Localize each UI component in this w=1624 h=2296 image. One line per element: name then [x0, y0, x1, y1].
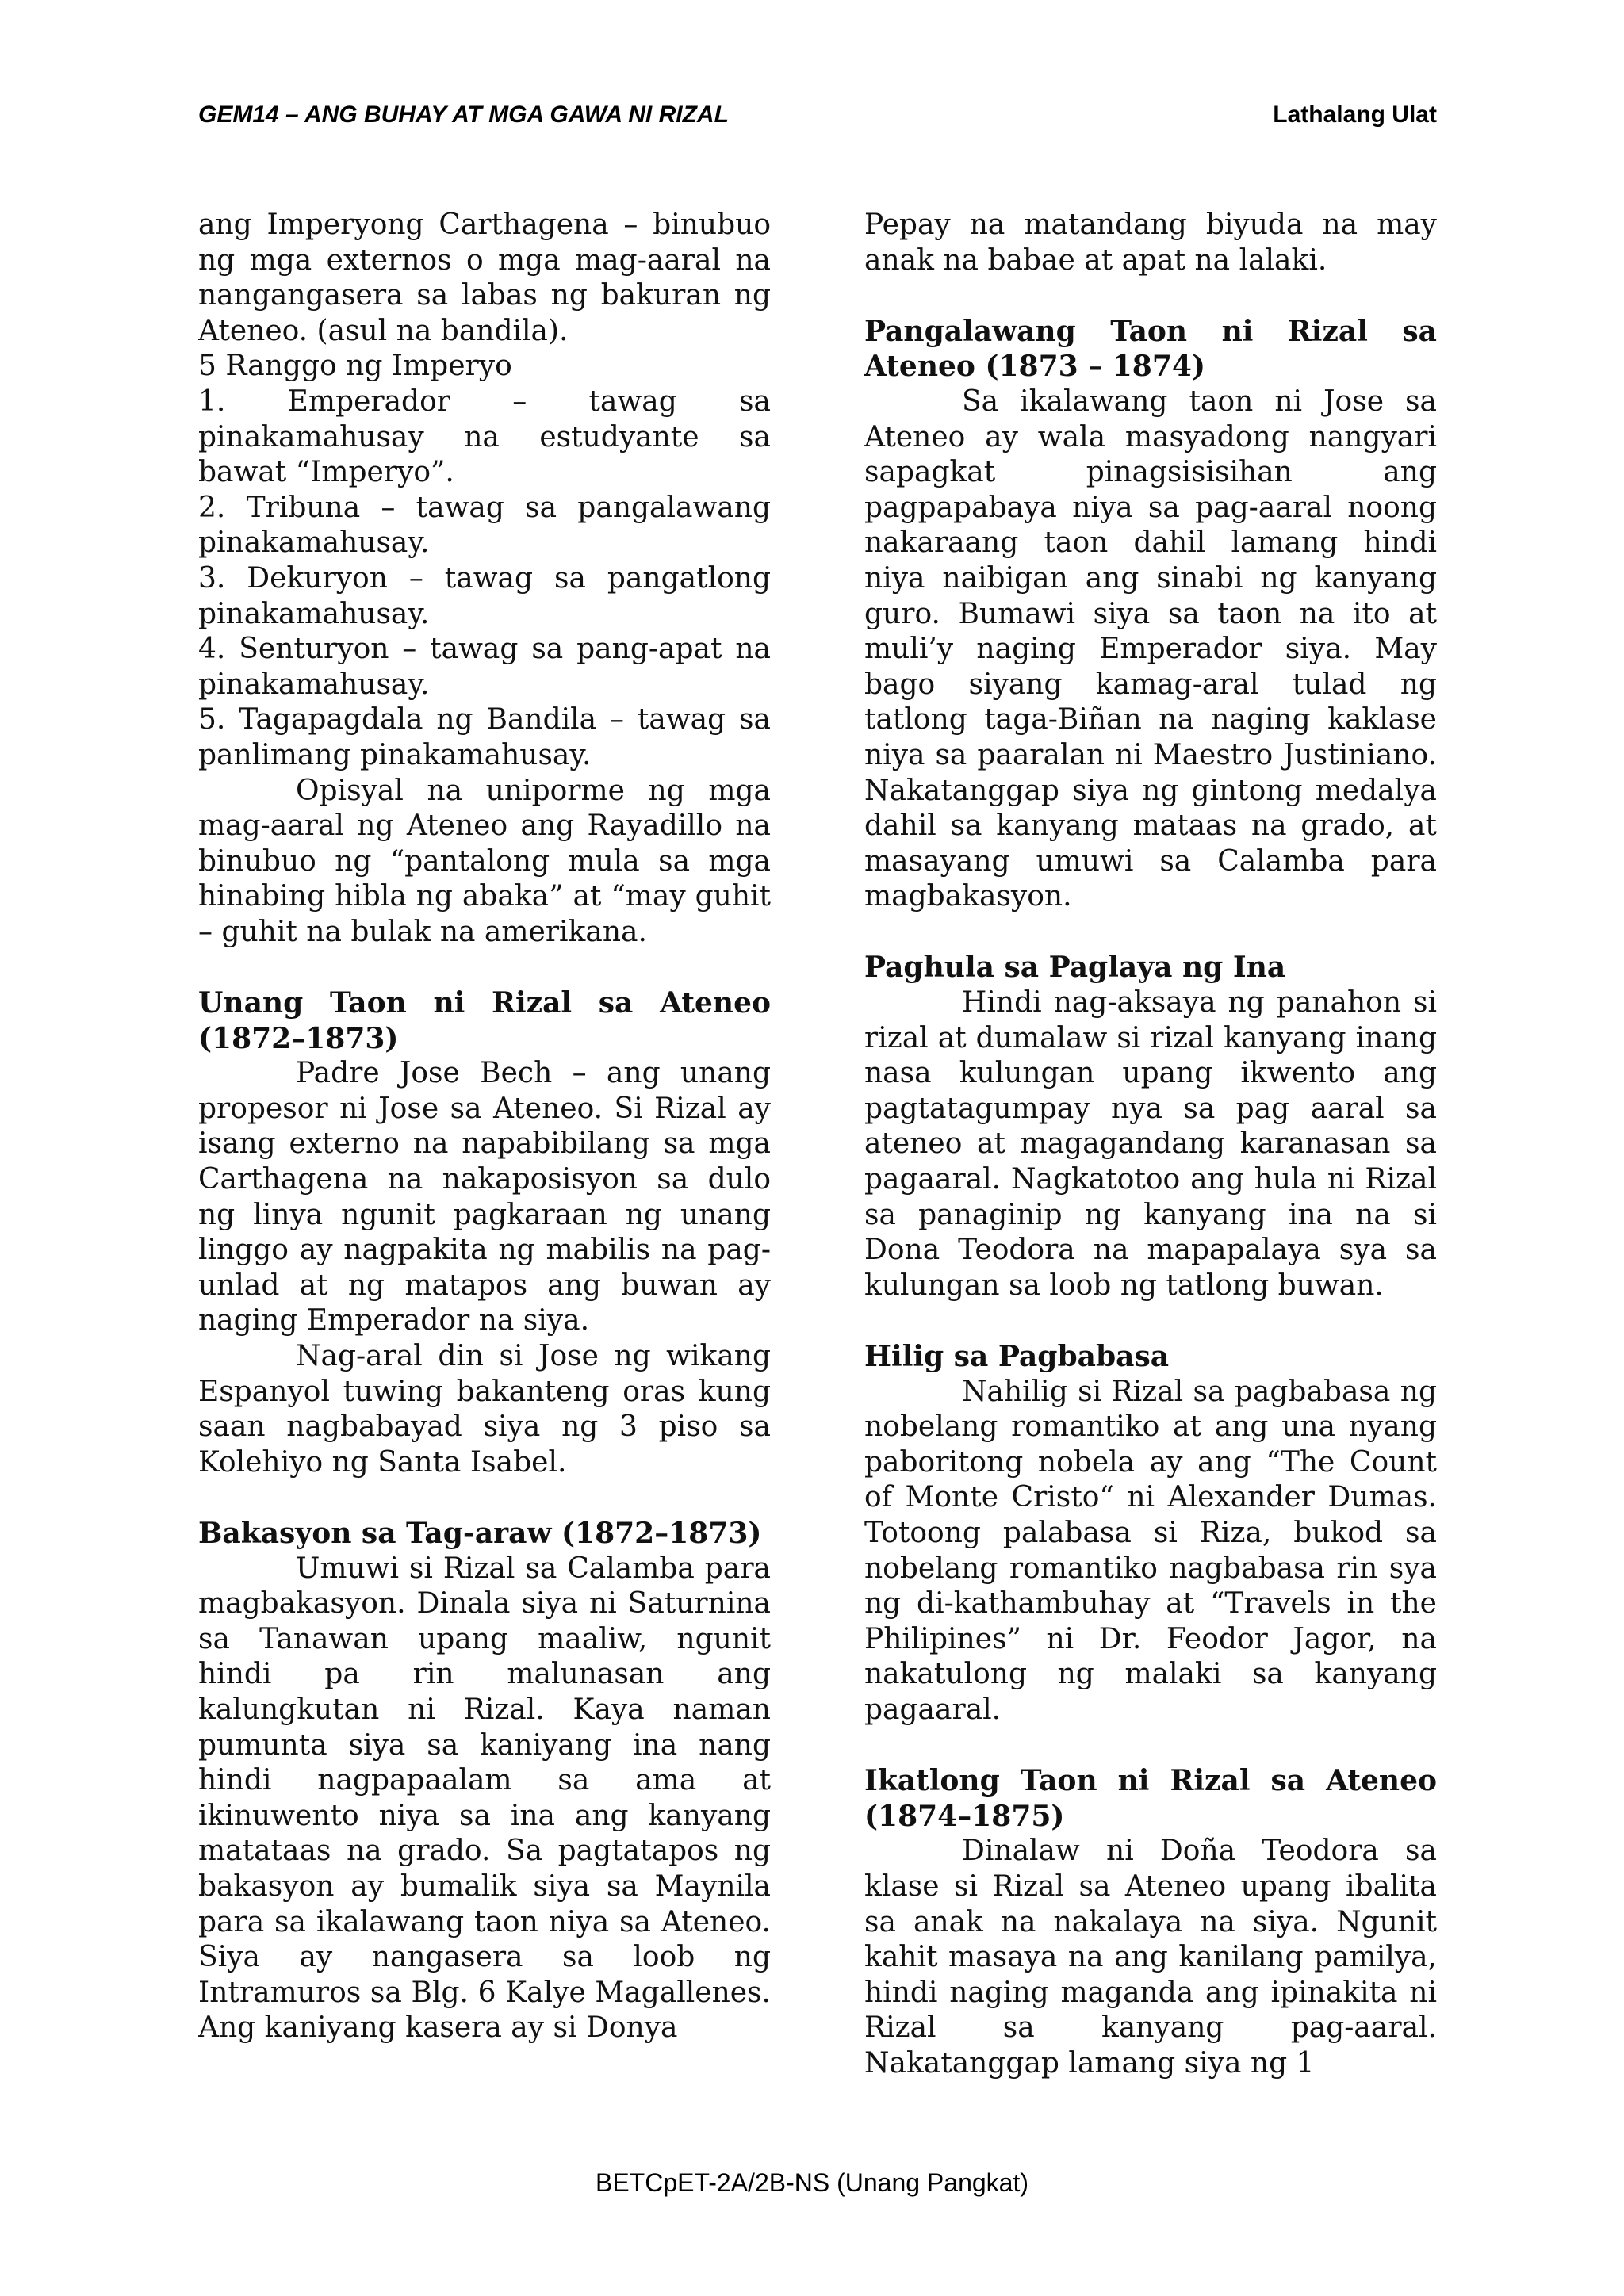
- rank-item-2: 2. Tribuna – tawag sa pangalawang pinakamahusay.: [198, 491, 771, 560]
- rank-item-1: 1. Emperador – tawag sa pinakamahusay na estudyante sa bawat “Imperyo”.: [198, 385, 771, 489]
- page-header: [198, 101, 1437, 136]
- paragraph-third-year: Dinalaw ni Doña Teodora sa klase si Rizal sa Ateneo upang ibalita sa anak na nakalaya na siya. Ngunit kahit masaya na ang kanilang pamilya, hindi naging maganda ang ipinakita ni Rizal sa kanyang pag-aaral. Nakatanggap lamang siya ng 1: [864, 1835, 1437, 2080]
- heading-first-year: Unang Taon ni Rizal sa Ateneo (1872–1873): [198, 986, 771, 1055]
- rank-item-3: 3. Dekuryon – tawag sa pangatlong pinakamahusay.: [198, 561, 771, 630]
- paragraph-first-year-1: Padre Jose Bech – ang unang propesor ni Jose sa Ateneo. Si Rizal ay isang externo na napabibilang sa mga Carthagena na nakaposisyon sa dulo ng linya ngunit pagkaraan ng unang linggo ay nagpakita ng mabilis na pag-unlad at ng matapos ang buwan ay naging Emperador na siya.: [198, 1057, 771, 1337]
- left-column: [198, 208, 771, 2095]
- paragraph-carthagena: ang Imperyong Carthagena – binubuo ng mga externos o mga mag-aaral na nangangasera sa labas ng bakuran ng Ateneo. (asul na bandila).: [198, 209, 771, 347]
- paragraph-first-year-2: Nag-aral din si Jose ng wikang Espanyol tuwing bakanteng oras kung saan nagbabayad siya ng 3 piso sa Kolehiyo ng Santa Isabel.: [198, 1340, 771, 1479]
- document-type: Lathalang Ulat: [1273, 101, 1437, 128]
- paragraph-reading: Nahilig si Rizal sa pagbabasa ng nobelang romantiko at ang una nyang paboritong nobela ay ang “The Count of Monte Cristo“ ni Alexander Dumas. Totoong palabasa si Riza, bukod sa nobelang romantiko nagbabasa rin sya ng di-kathambuhay at “Travels in the Philipines” ni Dr. Feodor Jagor, na nakatulong ng malaki sa kanyang pagaaral.: [864, 1375, 1437, 1726]
- heading-vacation: Bakasyon sa Tag-araw (1872–1873): [198, 1516, 762, 1550]
- paragraph-vacation: Umuwi si Rizal sa Calamba para magbakasyon. Dinala siya ni Saturnina sa Tanawan upang maaliw, ngunit hindi pa rin malunasan ang kalungkutan ni Rizal. Kaya naman pumunta siya sa kaniyang ina nang hindi nagpapaalam sa ama at ikinuwento niya sa ina ang kanyang matataas na grado. Sa pagtatapos ng bakasyon ay bumalik siya sa Maynila para sa ikalawang taon niya sa Ateneo. Siya ay nangasera sa loob ng Intramuros sa Blg. 6 Kalye Magallenes. Ang kaniyang kasera ay si Donya: [198, 1552, 771, 2045]
- paragraph-continuation: Pepay na matandang biyuda na may anak na babae at apat na lalaki.: [864, 209, 1437, 277]
- heading-second-year: Pangalawang Taon ni Rizal sa Ateneo (1873 – 1874): [864, 314, 1437, 384]
- paragraph-second-year: Sa ikalawang taon ni Jose sa Ateneo ay wala masyadong nangyari sapagkat pinagsisisihan ang pagpapabaya niya sa pag-aaral noong nakaraang taon dahil lamang hindi niya naibigan ang sinabi ng kanyang guro. Bumawi siya sa taon na ito at muli’y naging Emperador siya. May bago siyang kamag-aral tulad ng tatlong taga-Biñan na naging kaklase niya sa paaralan ni Maestro Justiniano. Nakatanggap siya ng gintong medalya dahil sa kanyang mataas na grado, at masayang umuwi sa Calamba para magbakasyon.: [864, 385, 1437, 913]
- paragraph-prophecy: Hindi nag-aksaya ng panahon si rizal at dumalaw si rizal kanyang inang nasa kulungan upang ikwento ang pagtatagumpay nya sa pag aaral sa ateneo at magagandang karanasan sa pagaaral. Nagkatotoo ang hula ni Rizal sa panaginip ng kanyang ina na si Dona Teodora na mapapalaya sya sa kulungan sa loob ng tatlong buwan.: [864, 986, 1437, 1302]
- heading-third-year: Ikatlong Taon ni Rizal sa Ateneo (1874–1875): [864, 1764, 1437, 1833]
- heading-prophecy: Paghula sa Paglaya ng Ina: [864, 951, 1286, 985]
- course-title: GEM14 – ANG BUHAY AT MGA GAWA NI RIZAL: [198, 101, 729, 128]
- right-column: [864, 208, 1437, 2095]
- rank-item-5: 5. Tagapagdala ng Bandila – tawag sa panlimang pinakamahusay.: [198, 703, 771, 771]
- heading-reading: Hilig sa Pagbabasa: [864, 1340, 1170, 1373]
- page-footer: BETCpET-2A/2B-NS (Unang Pangkat): [595, 2168, 1028, 2197]
- paragraph-uniform: Opisyal na uniporme ng mga mag-aaral ng Ateneo ang Rayadillo na binubuo ng “pantalong mula sa mga hinabing hibla ng abaka” at “may guhit – guhit na bulak na amerikana.: [198, 774, 771, 948]
- rank-item-4: 4. Senturyon – tawag sa pang-apat na pinakamahusay.: [198, 633, 771, 701]
- ranks-title: 5 Ranggo ng Imperyo: [198, 350, 512, 383]
